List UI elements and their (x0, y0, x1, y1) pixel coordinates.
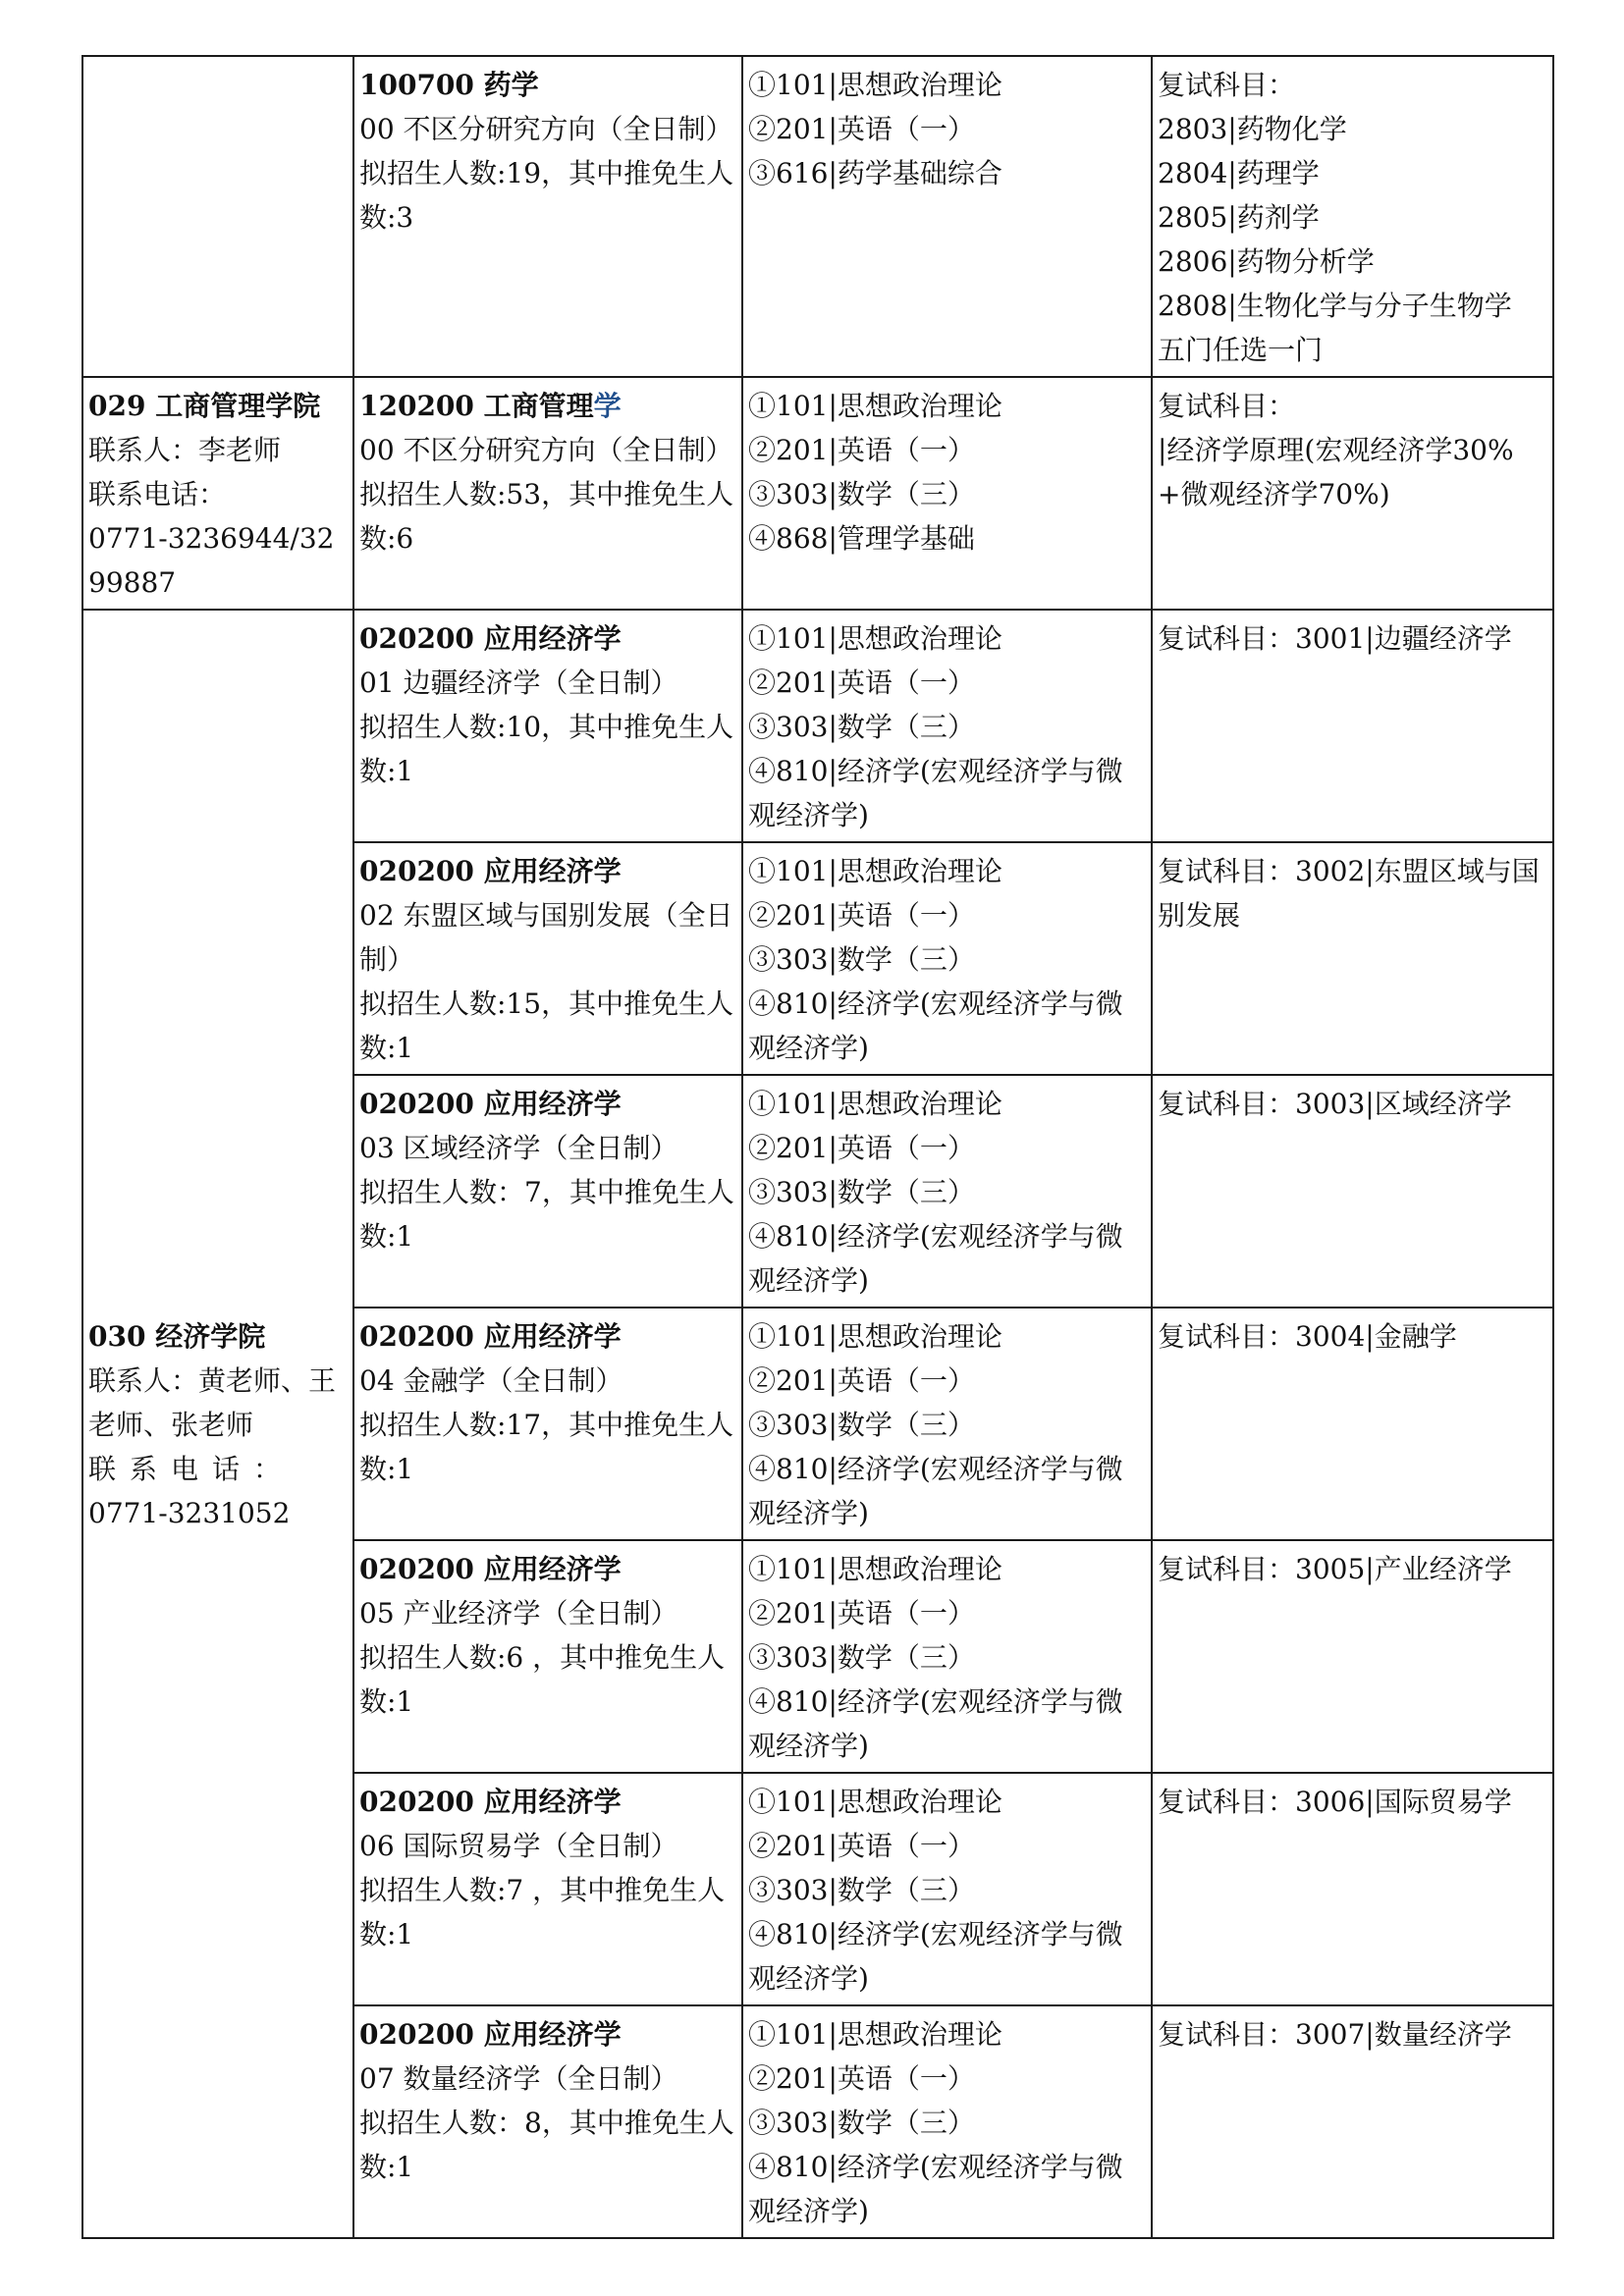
retest-cell (1152, 1773, 1553, 2005)
exam-subject: ②201|英语（一） (748, 1132, 975, 1164)
exam-subject: ④810|经济学(宏观经济学与微观经济学) (748, 1453, 1123, 1529)
retest-cell (1152, 1075, 1553, 1308)
exam-subject: ③303|数学（三） (748, 478, 975, 510)
research-direction: 07 数量经济学（全日制） (359, 2062, 678, 2095)
enrollment-quota: 拟招生人数:19，其中推免生人数:3 (359, 157, 734, 234)
retest-subject: 复试科目：3003|区域经济学 (1158, 1088, 1512, 1120)
exam-subjects-cell (742, 610, 1152, 842)
exam-subject: ③303|数学（三） (748, 711, 975, 743)
exam-subject: ④868|管理学基础 (748, 522, 975, 555)
major-code-name: 020200 应用经济学 (359, 1088, 622, 1120)
exam-subject: ①101|思想政治理论 (748, 2018, 1002, 2051)
exam-subject: ③303|数学（三） (748, 1409, 975, 1441)
retest-cell (1152, 2005, 1553, 2238)
retest-subject: 2805|药剂学 (1158, 201, 1320, 234)
retest-subject: |经济学原理(宏观经济学30%+微观经济学70%) (1158, 434, 1514, 510)
enrollment-quota: 拟招生人数:15，其中推免生人数:1 (359, 988, 734, 1064)
enrollment-quota: 拟招生人数:17，其中推免生人数:1 (359, 1409, 734, 1485)
enrollment-quota: 拟招生人数:7 ，其中推免生人数:1 (359, 1874, 726, 1950)
retest-subject: 复试科目：3001|边疆经济学 (1158, 622, 1512, 655)
retest-cell (1152, 842, 1553, 1075)
retest-subject: 复试科目：3004|金融学 (1158, 1320, 1457, 1353)
table-row (82, 377, 1553, 610)
exam-subject: ④810|经济学(宏观经济学与微观经济学) (748, 988, 1123, 1064)
exam-subject: ①101|思想政治理论 (748, 1088, 1002, 1120)
retest-cell (1152, 1540, 1553, 1773)
exam-subject: ②201|英语（一） (748, 1597, 975, 1629)
research-direction: 00 不区分研究方向（全日制） (359, 434, 733, 466)
major-code-name: 020200 应用经济学 (359, 1553, 622, 1585)
retest-cell (1152, 56, 1553, 377)
exam-subjects-cell (742, 2005, 1152, 2238)
enrollment-quota: 拟招生人数：8，其中推免生人数:1 (359, 2107, 734, 2183)
retest-cell (1152, 610, 1553, 842)
exam-subject: ②201|英语（一） (748, 899, 975, 932)
retest-subject: 复试科目：3007|数量经济学 (1158, 2018, 1512, 2051)
research-direction: 05 产业经济学（全日制） (359, 1597, 678, 1629)
retest-note: 五门任选一门 (1158, 334, 1324, 366)
enrollment-quota: 拟招生人数:6 ，其中推免生人数:1 (359, 1641, 726, 1718)
exam-subject: ④810|经济学(宏观经济学与微观经济学) (748, 1685, 1123, 1762)
exam-subjects-cell (742, 1540, 1152, 1773)
exam-subject: ③303|数学（三） (748, 1176, 975, 1208)
research-direction: 00 不区分研究方向（全日制） (359, 113, 733, 145)
exam-subjects-cell (742, 1075, 1152, 1308)
exam-subject: ③616|药学基础综合 (748, 157, 1002, 189)
exam-subject: ①101|思想政治理论 (748, 69, 1002, 101)
exam-subject: ③303|数学（三） (748, 1641, 975, 1674)
dept-name: 029 工商管理学院 (88, 390, 321, 422)
table-row (82, 56, 1553, 377)
exam-subject: ①101|思想政治理论 (748, 1320, 1002, 1353)
dept-phone: 0771-3231052 (88, 1497, 291, 1529)
exam-subject: ③303|数学（三） (748, 943, 975, 976)
major-cell (353, 377, 742, 610)
retest-subject: 复试科目：3005|产业经济学 (1158, 1553, 1512, 1585)
dept-phone: 0771-3236944/3299887 (88, 522, 335, 599)
retest-subject: 2806|药物分析学 (1158, 245, 1375, 278)
dept-contact: 联系人：黄老师、王老师、张老师 (88, 1364, 337, 1441)
major-cell (353, 1773, 742, 2005)
research-direction: 02 东盟区域与国别发展（全日制） (359, 899, 733, 976)
exam-subject: ④810|经济学(宏观经济学与微观经济学) (748, 2151, 1123, 2227)
enrollment-quota: 拟招生人数：7，其中推免生人数:1 (359, 1176, 734, 1253)
dept-name: 030 经济学院 (88, 1320, 266, 1353)
major-code-name-suffix: 学 (593, 390, 622, 422)
exam-subject: ③303|数学（三） (748, 2107, 975, 2139)
exam-subject: ②201|英语（一） (748, 1364, 975, 1397)
research-direction: 04 金融学（全日制） (359, 1364, 623, 1397)
retest-label: 复试科目： (1158, 69, 1296, 101)
exam-subject: ①101|思想政治理论 (748, 622, 1002, 655)
research-direction: 03 区域经济学（全日制） (359, 1132, 678, 1164)
major-code-name: 020200 应用经济学 (359, 622, 622, 655)
exam-subject: ①101|思想政治理论 (748, 390, 1002, 422)
exam-subjects-cell (742, 842, 1152, 1075)
exam-subject: ①101|思想政治理论 (748, 1553, 1002, 1585)
exam-subject: ①101|思想政治理论 (748, 1786, 1002, 1818)
exam-subject: ②201|英语（一） (748, 667, 975, 699)
major-code-name (359, 384, 736, 428)
dept-contact: 联系人：李老师 (88, 434, 282, 466)
major-code-name-prefix: 120200 工商管理 (359, 390, 594, 422)
dept-phone-label: 联系电话： (88, 1453, 296, 1485)
enrollment-quota: 拟招生人数:53，其中推免生人数:6 (359, 478, 734, 555)
dept-cell (82, 610, 353, 2238)
retest-subject: 2808|生物化学与分子生物学 (1158, 290, 1512, 322)
exam-subject: ②201|英语（一） (748, 2062, 975, 2095)
major-code-name: 100700 药学 (359, 69, 539, 101)
enrollment-quota: 拟招生人数:10，其中推免生人数:1 (359, 711, 734, 787)
major-code-name: 020200 应用经济学 (359, 2018, 622, 2051)
major-cell (353, 610, 742, 842)
retest-subject: 2803|药物化学 (1158, 113, 1347, 145)
exam-subject: ②201|英语（一） (748, 1830, 975, 1862)
major-cell (353, 1540, 742, 1773)
dept-cell (82, 377, 353, 610)
major-cell (353, 842, 742, 1075)
retest-cell (1152, 377, 1553, 610)
retest-subject: 2804|药理学 (1158, 157, 1320, 189)
exam-subject: ④810|经济学(宏观经济学与微观经济学) (748, 1220, 1123, 1297)
research-direction: 01 边疆经济学（全日制） (359, 667, 678, 699)
dept-cell-empty (82, 56, 353, 377)
exam-subject: ②201|英语（一） (748, 434, 975, 466)
retest-subject: 复试科目：3006|国际贸易学 (1158, 1786, 1512, 1818)
major-cell (353, 56, 742, 377)
retest-cell (1152, 1308, 1553, 1540)
exam-subject: ④810|经济学(宏观经济学与微观经济学) (748, 755, 1123, 831)
retest-label: 复试科目： (1158, 390, 1296, 422)
table-row (82, 610, 1553, 842)
major-cell (353, 1308, 742, 1540)
exam-subject: ④810|经济学(宏观经济学与微观经济学) (748, 1918, 1123, 1995)
retest-subject: 复试科目：3002|东盟区域与国别发展 (1158, 855, 1540, 932)
major-code-name: 020200 应用经济学 (359, 1320, 622, 1353)
exam-subjects-cell (742, 1773, 1152, 2005)
exam-subject: ③303|数学（三） (748, 1874, 975, 1906)
major-cell (353, 1075, 742, 1308)
exam-subject: ①101|思想政治理论 (748, 855, 1002, 887)
dept-phone-label: 联系电话： (88, 478, 227, 510)
major-code-name: 020200 应用经济学 (359, 855, 622, 887)
exam-subjects-cell (742, 56, 1152, 377)
exam-subject: ②201|英语（一） (748, 113, 975, 145)
exam-subjects-cell (742, 377, 1152, 610)
admissions-table (81, 55, 1554, 2239)
major-code-name: 020200 应用经济学 (359, 1786, 622, 1818)
research-direction: 06 国际贸易学（全日制） (359, 1830, 678, 1862)
major-cell (353, 2005, 742, 2238)
exam-subjects-cell (742, 1308, 1152, 1540)
